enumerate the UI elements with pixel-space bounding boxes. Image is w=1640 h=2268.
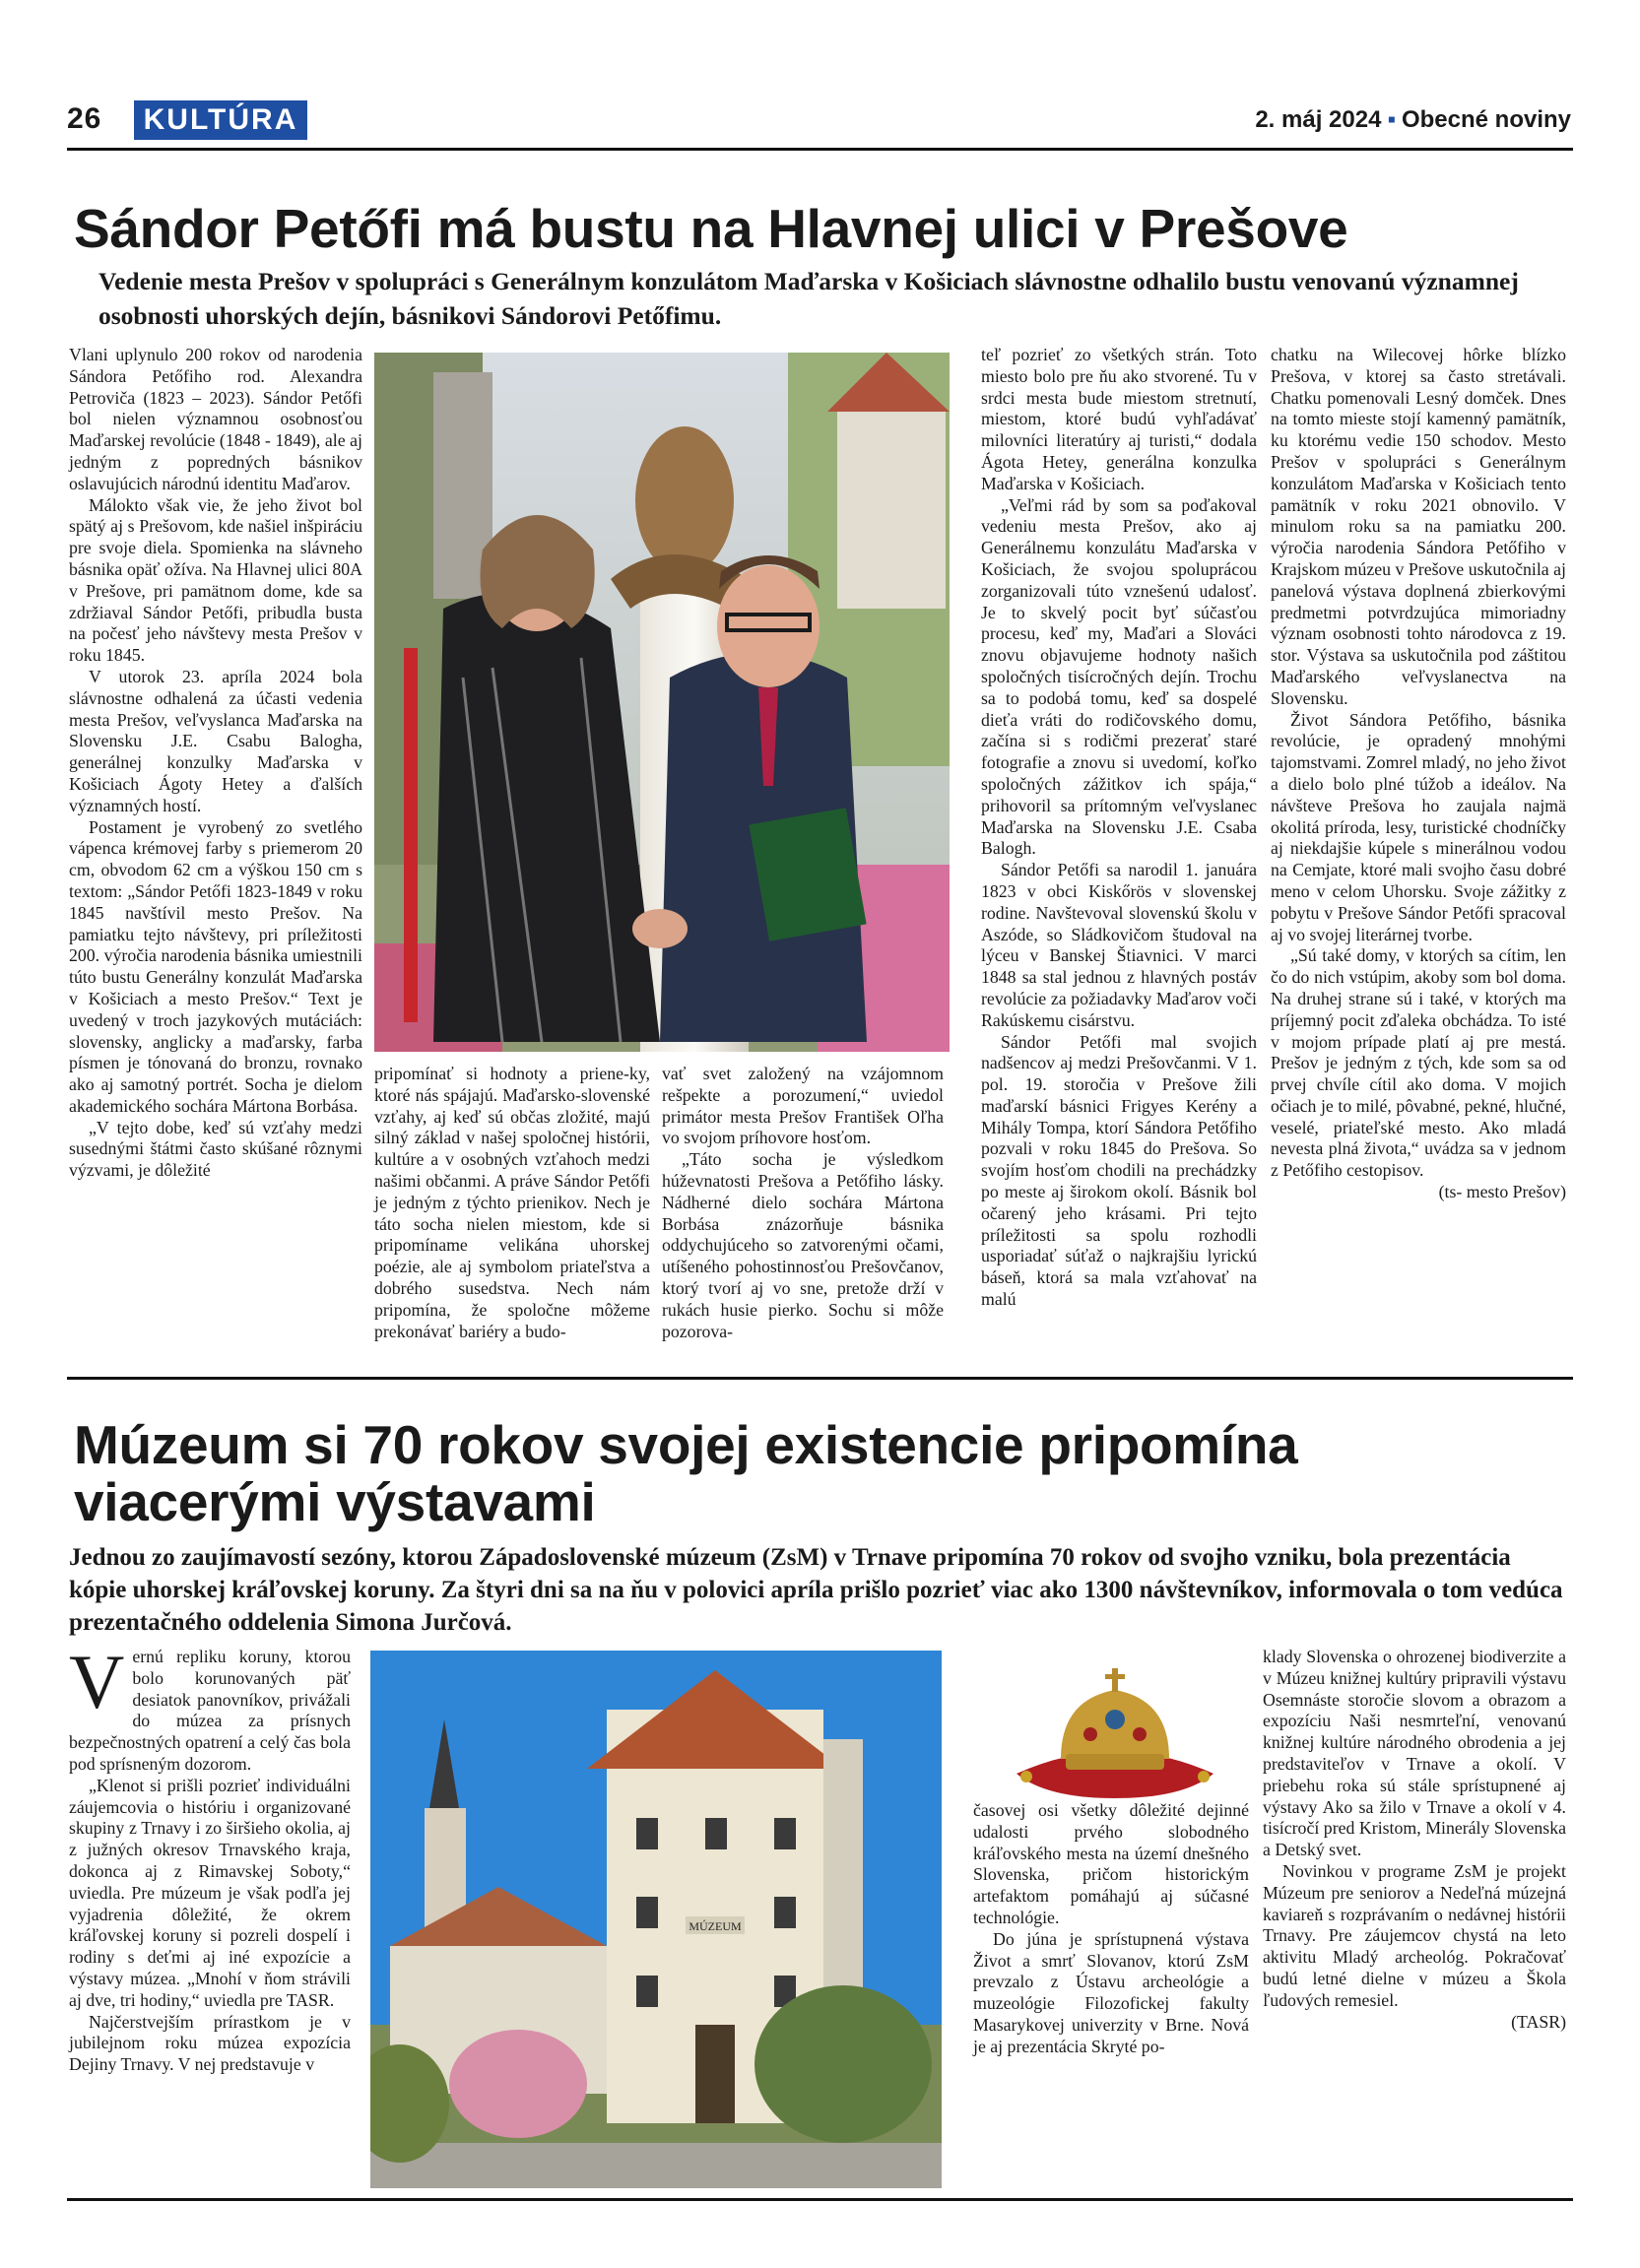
paragraph: Sándor Petőfi mal svojich nadšencov aj medzi Prešovčanmi. V 1. pol. 19. storočia v Prešove žili maďarskí básnici Frigyes Kerény a Mihály Tompa, ktorí Sándora Petőfiho pozvali v roku 1845 do Prešova. So svojím hosťom chodili na prechádzky po meste aj širokom okolí. Básnik bol očarený jeho krásami. Pri tejto príležitosti sa spolu rozhodli usporiadať súťaž o najkrajšiu lyrickú báseň, ktorá sa mala vzťahovať na malú — [981, 1031, 1257, 1310]
article1-column-5 — [1271, 345, 1566, 1203]
paragraph: „Veľmi rád by som sa poďakoval vedeniu mesta Prešov, ako aj Generálnemu konzulátu Maďarska v Košiciach, že svojou spoluprácou zorganizovali túto vznešenú udalosť. Je to skvelý pocit byť súčasťou procesu, keď my, Maďari a Slováci znovu objavujeme hodnoty našich spoločných tisícročných dejín. Trochu sa to podobá tomu, keď sa dospelé dieťa vráti do rodičovského domu, začína si s rodičmi prezerať staré fotografie a znovu si uvedomí, koľko spoločných zážitkov ich spája,“ prihovoril sa prítomným veľvyslanec Maďarska na Slovensku J.E. Csaba Balogh. — [981, 494, 1257, 859]
article1-column-3 — [662, 1064, 944, 1342]
paragraph: Vernú repliku koruny, ktorou bolo korunovaných päť desiatok panovníkov, privážali do múzea za prísnych bezpečnostných opatrení a celý čas bola pod sprísneným dozorom. — [69, 1639, 351, 1774]
paragraph: „V tejto dobe, keď sú vzťahy medzi susednými štátmi často skúšané rôznymi výzvami, je dôležité — [69, 1117, 362, 1181]
crown-photo-illustration — [1007, 1660, 1223, 1808]
separator-bullet: ▪ — [1387, 106, 1396, 133]
paragraph: Málokto však vie, že jeho život bol spätý aj s Prešovom, kde našiel inšpiráciu pre svoje diela. Spomienka na slávneho básnika opäť ožíva. Na Hlavnej ulici 80A v Prešove, pri pamätnom dome, kde sa zdržiaval Sándor Petőfi, pribudla busta na počesť jeho návštevy mesta Prešov v roku 1845. — [69, 494, 362, 666]
article2-column-1 — [69, 1639, 351, 2076]
article2-column-3 — [1263, 1647, 1566, 2033]
article2-signature: (TASR) — [1511, 2011, 1566, 2032]
article1-signature: (ts- mesto Prešov) — [1438, 1182, 1566, 1202]
header-rule — [67, 148, 1573, 151]
section-label: KULTÚRA — [134, 100, 307, 140]
article1-column-4 — [981, 345, 1257, 1311]
article-separator — [67, 1377, 1573, 1380]
paragraph: pripomínať si hodnoty a priene-ky, ktoré nás spájajú. Maďarsko-slovenské vzťahy, aj keď sú občas zložité, majú silný základ v našej spoločnej histórii, kultúre a v osobných vzťahoch medzi našimi občanmi. A práve Sándor Petőfi je jedným z týchto prienikov. Nech je táto socha nielen miestom, kde si pripomíname velikána uhorskej poézie, ale aj symbolom priateľstva a dobrého susedstva. Nech nám pripomína, že spoločne môžeme prekonávať bariéry a budo- — [374, 1064, 650, 1341]
article2-lead: Jednou zo zaujímavostí sezóny, ktorou Západoslovenské múzeum (ZsM) v Trnave pripomína 70 rokov od svojho vzniku, bola prezentácia kópie uhorskej kráľovskej koruny. Za štyri dni sa na ňu v polovici apríla prišlo pozrieť viac ako 1300 návštevníkov, informovala o tom vedúca prezentačného oddelenia Simona Jurčová. — [69, 1544, 1563, 1636]
paragraph: teľ pozrieť zo všetkých strán. Toto miesto bolo pre ňu ako stvorené. Tu v srdci mesta bude miestom stretnutí, miestom, ktoré budú vyhľadávať milovníci literatúry aj turisti,“ dodala Ágota Hetey, generálna konzulka Maďarska v Košiciach. — [981, 345, 1257, 493]
museum-photo — [370, 1651, 942, 2188]
ceremony-photo-illustration — [374, 353, 950, 1052]
paragraph: „Klenot si prišli pozrieť individuálni záujemcovia o históriu i organizované skupiny z Trnavy i zo širšieho okolia, aj z južných okresov Trnavského kraja, dokonca aj z Rimavskej Soboty,“ uviedla. Pre múzeum je však podľa jej vyjadrenia dôležité, že okrem kráľovskej koruny si pozreli dospelí i rodiny s deťmi aj iné expozície a výstavy múzea. „Mnohí v ňom strávili aj dve, tri hodiny,“ uviedla pre TASR. — [69, 1775, 351, 2010]
issue-info — [1255, 106, 1571, 134]
article2-title: Múzeum si 70 rokov svojej existencie pripomína viacerými výstavami — [74, 1414, 1298, 1532]
paragraph: „Táto socha je výsledkom húževnatosti Prešova a Petőfiho lásky. Nádherné dielo sochára Mártona Borbása znázorňuje básnika oddychujúceho so zatvorenými očami, utíšeného pohostinnosťou Prešovčanov, ktorý tvorí aj vo sne, pretože drží v rukách husie pierko. Sochu si môže pozorova- — [662, 1149, 944, 1341]
article1-title: Sándor Petőfi má bustu na Hlavnej ulici v Prešove — [74, 198, 1348, 259]
paragraph: Vlani uplynulo 200 rokov od narodenia Sándora Petőfiho rod. Alexandra Petroviča (1823 – 2023). Sándor Petőfi bol nielen významnou osobnosťou Maďarskej revolúcie (1848 - 1849), ale aj jedným z popredných básnikov oslavujúcich národnú identitu Maďarov. — [69, 345, 362, 493]
paragraph: klady Slovenska o ohrozenej biodiverzite a v Múzeu knižnej kultúry pripravili výstavu Osemnáste storočie slovom a obrazom a expozíciu Naši nesmrteľní, venovanú knižnej kultúre národného obrodenia a jej predstaviteľov v Trnave a okolí. V priebehu roka sú stále sprístupnené aj výstavy Ako sa žilo v Trnave a okolí v 4. tisícročí pred Kristom, Minerály Slovenska a Detský svet. — [1263, 1647, 1566, 1860]
paragraph: Sándor Petőfi sa narodil 1. januára 1823 v obci Kiskőrös v slovenskej rodine. Navštevoval slovenskú školu v Aszóde, so Sládkovičom študoval na lýceu v Banskej Štiavnici. V marci 1848 sa stal jednou z hlavných postáv revolúcie za požiadavky Maďarov voči Rakúskemu cisárstvu. — [981, 860, 1257, 1030]
paragraph: Postament je vyrobený zo svetlého vápenca krémovej farby s priemerom 20 cm, obvodom 62 cm a výškou 150 cm s textom: „Sándor Petőfi 1823-1849 v roku 1845 navštívil mesto Prešov. Na pamiatku tejto návštevy, pri príležitosti 200. výročia narodenia básnika umiestnili túto bustu Generálny konzulát Maďarska v Košiciach a mesto Prešov.“ Text je uvedený v troch jazykových mutáciách: slovensky, anglicky a maďarsky, farba písmen je tónovaná do bronzu, rovnako ako aj samotný portrét. Socha je dielom akademického sochára Mártona Borbása. — [69, 816, 362, 1116]
page-number: 26 — [67, 102, 102, 135]
footer-rule — [67, 2198, 1573, 2201]
museum-photo-illustration — [370, 1651, 942, 2188]
paragraph: Do júna je sprístupnená výstava Život a smrť Slovanov, ktorú ZsM prevzalo z Ústavu archeológie a muzeológie Filozofickej fakulty Masarykovej univerzity v Brne. Nová je aj prezentácia Skryté po- — [973, 1928, 1249, 2056]
drop-cap: V — [69, 1639, 125, 1724]
paragraph: „Sú také domy, v ktorých sa cítim, len čo do nich vstúpim, akoby som bol doma. Na druhej strane sú i také, v ktorých ma príjemný pocit zďaleka obchádza. To isté v mojom prípade platí aj pre mestá. Prešov je jedným z tých, kde som sa od prvej chvíle cítil ako doma. V mojich očiach je to milé, pôvabné, pekné, hlučné, veselé, priateľské mesto. Ako mladá nevesta plná života,“ uvádza sa v jednom z Petőfiho cestopisov. — [1271, 945, 1566, 1181]
article1-column-2 — [374, 1064, 650, 1342]
paragraph: časovej osi všetky dôležité dejinné udalosti prvého slobodného kráľovského mesta na území dnešného Slovenska, pričom historickým artefaktom pomáhajú aj súčasné technológie. — [973, 1800, 1249, 1927]
paragraph: V utorok 23. apríla 2024 bola slávnostne odhalená za účasti vedenia mesta Prešov, veľvyslanca Maďarska na Slovensku J.E. Csabu Balogha, generálnej konzulky Maďarska v Košiciach Ágoty Hetey a ďalších významných hostí. — [69, 666, 362, 815]
ceremony-photo — [374, 353, 950, 1052]
paragraph: Novinkou v programe ZsM je projekt Múzeum pre seniorov a Nedeľná múzejná kaviareň s rozprávaním o nedávnej histórii Trnavy. Pre záujemcov chystá na leto aktivitu Mladý archeológ. Pokračovať budú letné dielne v múzeu a Škola ľudových remesiel. — [1263, 1860, 1566, 2010]
paragraph: Najčerstvejším prírastkom je v jubilejnom roku múzea expozícia Dejiny Trnavy. V nej predstavuje v — [69, 2011, 351, 2075]
issue-date: 2. máj 2024 — [1255, 106, 1382, 133]
article2-column-2 — [973, 1800, 1249, 2058]
paragraph: vať svet založený na vzájomnom rešpekte a porozumení,“ uviedol primátor mesta Prešov František Oľha vo svojom príhovore hosťom. — [662, 1064, 944, 1148]
museum-sign: MÚZEUM — [689, 1919, 742, 1933]
article1-column-1 — [69, 345, 362, 1182]
crown-photo — [1007, 1660, 1223, 1808]
paragraph: chatku na Wilecovej hôrke blízko Prešova, v ktorej sa často stretávali. Chatku pomenovali Lesný domček. Dnes na tomto mieste stojí kamenný pamätník, ku ktorému vedie 150 schodov. Mesto Prešov v spolupráci s Generálnym konzulátom Maďarska v Košiciach tento pamätník v roku 2021 obnovilo. V minulom roku sa na pamiatku 200. výročia narodenia Sándora Petőfiho v Krajskom múzeu v Prešove uskutočnila aj panelová výstava doplnená zbierkovými predmetmi potvrdzujúca mimoriadny význam osobnosti tohto národovca z 19. stor. Výstava sa uskutočnila pod záštitou Maďarského veľvyslanectva na Slovensku. — [1271, 345, 1566, 708]
paragraph: Život Sándora Petőfiho, básnika revolúcie, je opradený mnohými tajomstvami. Zomrel mladý, no jeho život a dielo bolo plné túžob a ideálov. Na návšteve Prešova ho zaujala najmä okolitá príroda, lesy, turistické chodníčky aj niekdajšie kúpele s minerálnou vodou na Cemjate, ktoré mali svojho času dobré meno v celom Uhorsku. Svoje zážitky z pobytu v Prešove Sándor Petőfi spracoval aj vo svojej literárnej tvorbe. — [1271, 709, 1566, 944]
publication-name: Obecné noviny — [1401, 106, 1571, 133]
article1-lead: Vedenie mesta Prešov v spolupráci s Generálnym konzulátom Maďarska v Košiciach slávnostne odhalilo bustu venovanú významnej osobnosti uhorských dejín, básnikovi Sándorovi Petőfimu. — [98, 267, 1519, 330]
